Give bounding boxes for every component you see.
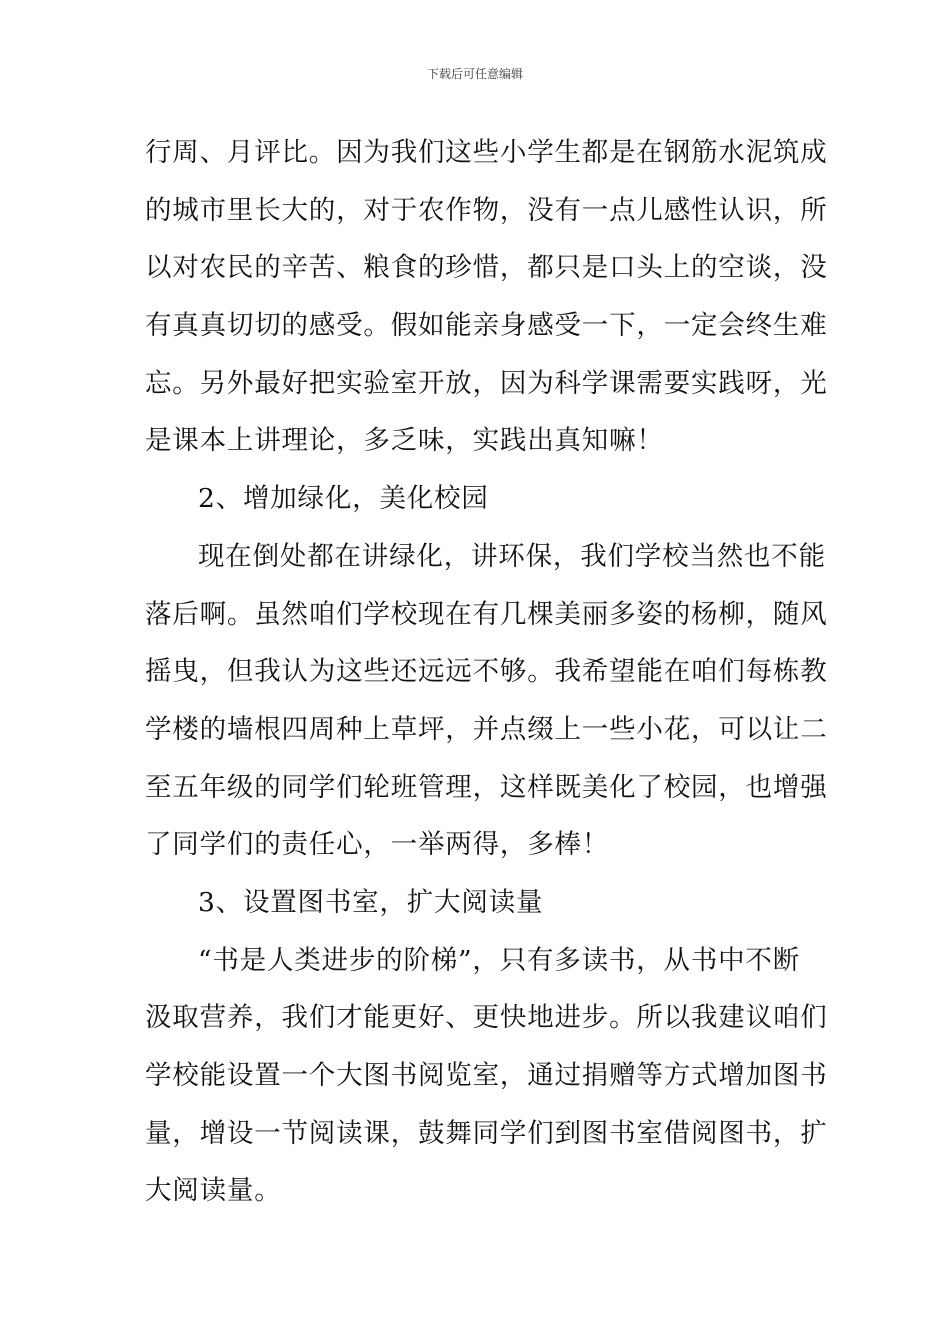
section-heading: 2、增加绿化，美化校园 bbox=[198, 483, 489, 515]
document-body bbox=[145, 124, 828, 1220]
text-line: 有真真切切的感受。假如能亲身感受一下，一定会终生难 bbox=[145, 310, 828, 342]
text-line: 行周、月评比。因为我们这些小学生都是在钢筋水泥筑成 bbox=[145, 137, 828, 168]
text-line: 至五年级的同学们轮班管理，这样既美化了校园，也增强 bbox=[145, 771, 828, 803]
text-line: 落后啊。虽然咱们学校现在有几棵美丽多姿的杨柳，随风 bbox=[145, 598, 828, 630]
text-line: 的城市里长大的，对于农作物，没有一点儿感性认识，所 bbox=[145, 194, 828, 226]
text-line: 忘。另外最好把实验室开放，因为科学课需要实践呀，光 bbox=[145, 367, 828, 399]
text-line: 以对农民的辛苦、粮食的珍惜，都只是口头上的空谈，没 bbox=[145, 252, 828, 284]
text-line: “书是人类进步的阶梯”，只有多读书，从书中不断 bbox=[198, 944, 800, 976]
text-line: 学校能设置一个大图书阅览室，通过捐赠等方式增加图书 bbox=[145, 1060, 828, 1091]
text-line: 是课本上讲理论，多乏味，实践出真知嘛！ bbox=[145, 425, 664, 457]
text-line: 大阅读量。 bbox=[145, 1175, 282, 1207]
page-header: 下载后可任意编辑 bbox=[426, 67, 523, 81]
text-line: 汲取营养，我们才能更好、更快地进步。所以我建议咱们 bbox=[145, 1002, 828, 1034]
text-line: 摇曳，但我认为这些还远远不够。我希望能在咱们每栋教 bbox=[145, 656, 828, 688]
text-line: 量，增设一节阅读课，鼓舞同学们到图书室借阅图书，扩 bbox=[145, 1117, 828, 1149]
text-line: 现在倒处都在讲绿化，讲环保，我们学校当然也不能 bbox=[198, 540, 826, 572]
text-line: 了同学们的责任心，一举两得，多棒！ bbox=[145, 829, 610, 861]
text-line: 学楼的墙根四周种上草坪，并点缀上一些小花，可以让二 bbox=[145, 713, 828, 745]
section-heading: 3、设置图书室，扩大阅读量 bbox=[198, 886, 544, 918]
